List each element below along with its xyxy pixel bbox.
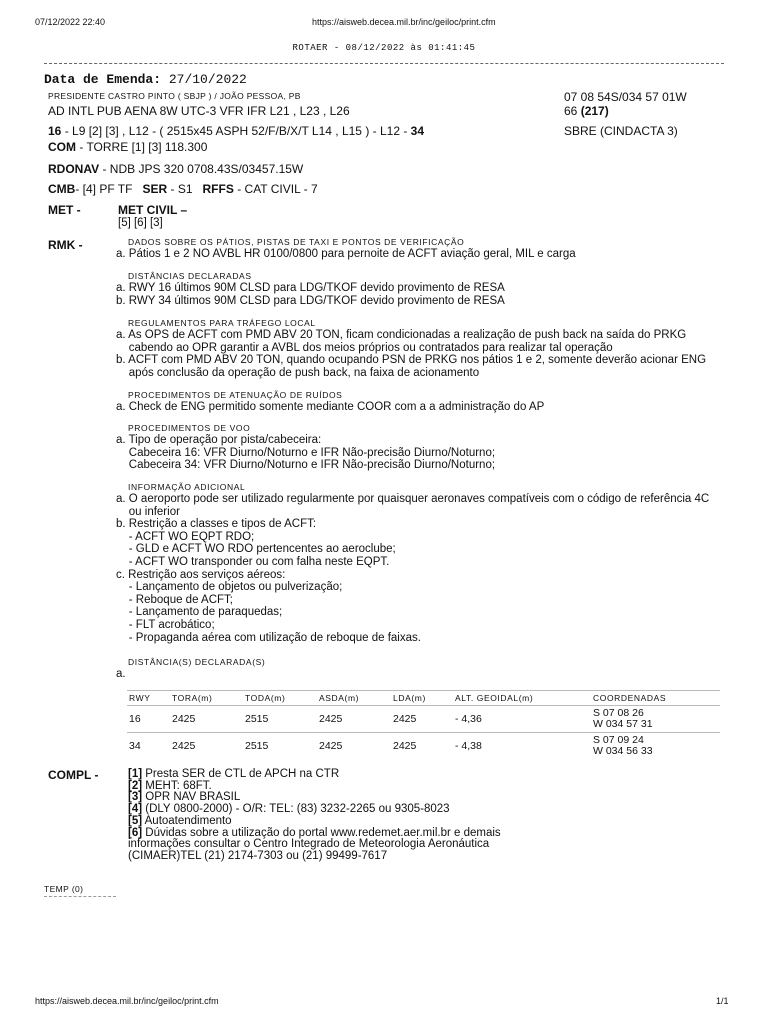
- col-header: LDA(m): [391, 691, 453, 706]
- compl-text: (DLY 0800-2000) - O/R: TEL: (83) 3232-2265 ou 9305-8023: [142, 803, 450, 816]
- cell-coords: [591, 706, 720, 733]
- rffs-value: - CAT CIVIL - 7: [233, 182, 318, 196]
- coord-lon: W 034 57 31: [593, 718, 653, 730]
- compl-ref: [3]: [128, 791, 143, 804]
- cmb-value: - [4] PF TF: [75, 182, 133, 196]
- rmk-section-body: [116, 401, 544, 414]
- cell-coords: [591, 733, 720, 760]
- compl-ref: [6]: [128, 826, 143, 839]
- temp-label: TEMP (0): [44, 884, 84, 894]
- rmk-section-body: [116, 434, 495, 472]
- compl-line: (CIMAER)TEL (21) 2174-7303 ou (21) 99499-7617: [128, 849, 388, 862]
- com-label: COM: [48, 140, 76, 154]
- rmk-section-title: DADOS SOBRE OS PÁTIOS, PISTAS DE TAXI E PONTOS DE VERIFICAÇÃO: [128, 237, 465, 247]
- cmb-label: CMB: [48, 182, 76, 196]
- runway-mid: - L9 [2] [3] , L12 - ( 2515x45 ASPH 52/F/B/X/T L14 , L15 ) - L12 -: [61, 124, 411, 138]
- rmk-section-title: PROCEDIMENTOS DE VOO: [128, 423, 251, 433]
- met-label: MET -: [48, 203, 81, 217]
- rdonav-row: [48, 162, 303, 176]
- compl-text: Presta SER de CTL de APCH na CTR: [142, 768, 340, 780]
- rmk-section-body: [116, 329, 706, 379]
- met-refs: [5] [6] [3]: [118, 217, 163, 229]
- rmk-section-title: DISTÂNCIAS DECLARADAS: [128, 271, 252, 281]
- rmk-line: - GLD e ACFT WO RDO pertencentes ao aeroclube;: [116, 543, 396, 556]
- com-value: - TORRE [1] [3] 118.300: [76, 140, 208, 154]
- rmk-line: a. O aeroporto pode ser utilizado regularmente por quaisquer aeronaves compatíveis com o código de referência 4C: [116, 493, 710, 505]
- cmb-row: [48, 182, 318, 196]
- rmk-line: - ACFT WO transponder ou com falha neste EQPT.: [116, 555, 390, 568]
- rmk-line: após conclusão da operação de push back, na faixa de acionamento: [116, 366, 480, 379]
- runway-end: 34: [410, 124, 425, 138]
- emenda-label: Data de Emenda:: [44, 72, 162, 87]
- temp-underline: [44, 896, 116, 897]
- compl-text: MEHT: 68FT.: [142, 779, 212, 792]
- rotaer-title: ROTAER - 08/12/2022 às 01:41:45: [292, 43, 476, 53]
- print-datetime: 07/12/2022 22:40: [35, 17, 106, 27]
- rmk-line: a. As OPS de ACFT com PMD ABV 20 TON, ficam condicionadas a realização de push back na saída do PRKG: [116, 329, 687, 341]
- footer-page: 1/1: [716, 996, 729, 1006]
- top-divider: [44, 63, 724, 64]
- elev-ft: (217): [580, 104, 609, 118]
- cell-geoid: - 4,36: [453, 706, 591, 733]
- emenda-value: 27/10/2022: [168, 72, 247, 87]
- rmk-line: b. RWY 34 últimos 90M CLSD para LDG/TKOF devido provimento de RESA: [116, 294, 505, 307]
- print-url: https://aisweb.decea.mil.br/inc/geiloc/print.cfm: [312, 17, 496, 27]
- rmk-section-body: [116, 668, 126, 681]
- rmk-line: a. Pátios 1 e 2 NO AVBL HR 0100/0800 para pernoite de ACFT aviação geral, MIL e carga: [116, 248, 576, 260]
- footer-url: https://aisweb.decea.mil.br/inc/geiloc/print.cfm: [35, 996, 219, 1006]
- cell-lda: 2425: [391, 733, 453, 760]
- cell-rwy: 16: [127, 706, 170, 733]
- coord-lat: S 07 09 24: [593, 734, 644, 746]
- rffs-label: RFFS: [202, 182, 234, 196]
- compl-text: Dúvidas sobre a utilização do portal www.redemet.aer.mil.br e demais: [142, 826, 501, 839]
- rmk-line: ou inferior: [116, 505, 180, 518]
- aerodrome-sbre: SBRE (CINDACTA 3): [564, 124, 678, 138]
- compl-ref: [5]: [128, 814, 143, 827]
- table-row: [127, 733, 720, 760]
- cell-geoid: - 4,38: [453, 733, 591, 760]
- rmk-line: a. RWY 16 últimos 90M CLSD para LDG/TKOF devido provimento de RESA: [116, 282, 505, 294]
- cell-toda: 2515: [243, 706, 317, 733]
- rmk-section-body: [116, 493, 709, 644]
- cell-asda: 2425: [317, 706, 391, 733]
- rmk-section-title: INFORMAÇÃO ADICIONAL: [128, 482, 246, 492]
- met-civil-label: MET CIVIL –: [118, 203, 188, 217]
- rmk-line: a.: [116, 668, 126, 680]
- cell-lda: 2425: [391, 706, 453, 733]
- aerodrome-line2: AD INTL PUB AENA 8W UTC-3 VFR IFR L21 , L23 , L26: [48, 104, 350, 118]
- coord-lat: S 07 08 26: [593, 707, 644, 719]
- col-header: TODA(m): [243, 691, 317, 706]
- aerodrome-coords: 07 08 54S/034 57 01W: [564, 90, 687, 104]
- compl-body: [128, 769, 501, 863]
- compl-label: COMPL -: [48, 768, 99, 782]
- rmk-section-title: PROCEDIMENTOS DE ATENUAÇÃO DE RUÍDOS: [128, 390, 343, 400]
- cell-tora: 2425: [170, 733, 243, 760]
- compl-ref: [1]: [128, 768, 143, 780]
- rmk-line: b. Restrição a classes e tipos de ACFT:: [116, 518, 317, 531]
- rmk-line: - Reboque de ACFT;: [116, 593, 233, 606]
- cell-rwy: 34: [127, 733, 170, 760]
- rmk-line: - Lançamento de paraquedas;: [116, 606, 283, 619]
- rmk-line: - FLT acrobático;: [116, 618, 215, 631]
- rdonav-value: - NDB JPS 320 0708.43S/03457.15W: [99, 162, 304, 176]
- compl-text: OPR NAV BRASIL: [142, 791, 241, 804]
- rmk-section-title: DISTÂNCIA(S) DECLARADA(S): [128, 657, 266, 667]
- table-row: [127, 706, 720, 733]
- aerodrome-elevation: [564, 104, 609, 118]
- rmk-section-body: [116, 248, 576, 261]
- table-header-row: [127, 691, 720, 706]
- rmk-section-title: REGULAMENTOS PARA TRÁFEGO LOCAL: [128, 318, 316, 328]
- rmk-label: RMK -: [48, 238, 83, 252]
- emenda-row: [44, 72, 247, 87]
- coord-lon: W 034 56 33: [593, 745, 653, 757]
- compl-ref: [4]: [128, 803, 143, 816]
- ser-label: SER: [142, 182, 168, 196]
- aerodrome-name: PRESIDENTE CASTRO PINTO ( SBJP ) / JOÃO PESSOA, PB: [48, 91, 301, 101]
- rmk-line: b. ACFT com PMD ABV 20 TON, quando ocupando PSN de PRKG nos pátios 1 e 2, somente deverão acionar ENG: [116, 354, 707, 367]
- rmk-line: Cabeceira 16: VFR Diurno/Noturno e IFR Não-precisão Diurno/Noturno;: [116, 446, 496, 459]
- rmk-section-body: [116, 282, 505, 307]
- rdonav-label: RDONAV: [48, 162, 100, 176]
- rmk-line: - ACFT WO EQPT RDO;: [116, 530, 255, 543]
- compl-ref: [2]: [128, 779, 143, 792]
- rmk-line: a. Tipo de operação por pista/cabeceira:: [116, 434, 322, 446]
- ser-value: - S1: [167, 182, 193, 196]
- cell-asda: 2425: [317, 733, 391, 760]
- declared-distances-table: [127, 690, 720, 759]
- rmk-line: - Propaganda aérea com utilização de reboque de faixas.: [116, 631, 421, 644]
- compl-text: Autoatendimento: [142, 814, 232, 827]
- col-header: TORA(m): [170, 691, 243, 706]
- compl-line: informações consultar o Centro Integrado de Meteorologia Aeronáutica: [128, 838, 490, 851]
- col-header: COORDENADAS: [591, 691, 720, 706]
- rmk-line: - Lançamento de objetos ou pulverização;: [116, 581, 343, 594]
- rmk-line: Cabeceira 34: VFR Diurno/Noturno e IFR Não-precisão Diurno/Noturno;: [116, 459, 496, 472]
- runway-line: [48, 124, 424, 138]
- col-header: ASDA(m): [317, 691, 391, 706]
- com-row: [48, 140, 207, 154]
- rmk-line: cabendo ao OPR garantir a AVBL dos meios próprios ou contratados para realizar tal operação: [116, 341, 613, 354]
- rmk-line: a. Check de ENG permitido somente mediante COOR com a a administração do AP: [116, 401, 545, 413]
- cell-tora: 2425: [170, 706, 243, 733]
- runway-start: 16: [48, 124, 62, 138]
- elev-m: 66: [564, 104, 578, 118]
- col-header: RWY: [127, 691, 170, 706]
- cell-toda: 2515: [243, 733, 317, 760]
- rmk-line: c. Restrição aos serviços aéreos:: [116, 568, 286, 581]
- col-header: ALT. GEOIDAL(m): [453, 691, 591, 706]
